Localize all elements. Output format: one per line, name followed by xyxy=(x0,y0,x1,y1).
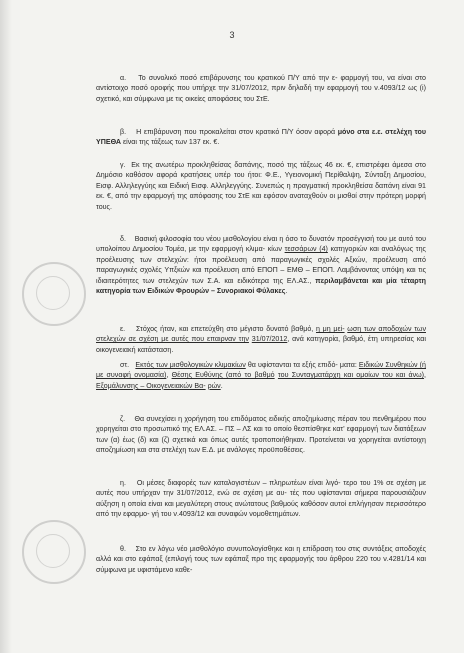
stamp-mark xyxy=(22,262,86,326)
paragraph-text: Οι μέσες διαφορές των καταλογιστέων – πληρωτέων είναι λιγό- xyxy=(136,479,341,487)
paragraph-text: είναι της τάξεως των 137 εκ. €. xyxy=(121,138,220,147)
paragraph-a xyxy=(96,73,426,104)
paragraph-h xyxy=(96,478,426,520)
underlined-text: 31/07/2012 xyxy=(251,335,288,344)
paragraph-text: φαρμογή του, να είναι στο αντίστοιχο ποσό οροφής που υπήρχε την 31/07/2012, xyxy=(96,74,426,93)
underlined-text: ρών xyxy=(207,381,221,390)
paragraph-text: όπως αυτές τροποποιήθηκαν. Προτείνεται να χορηγείται αντίστοιχη αποζημίωση και xyxy=(96,435,426,455)
paragraph-text: θα υφίστανται τα εξής επιδό- xyxy=(245,361,338,369)
paragraph-label: ε. xyxy=(120,325,126,333)
underlined-text: Ειδικών Συνθηκών (ή με συναφή ονομασία) xyxy=(96,361,426,380)
paragraph-label: στ. xyxy=(120,361,130,369)
paragraph-text: στους ανώτατους βαθμούς καθόσον αυτοί επλήγησαν περισσότερο από την εφαρμο- xyxy=(96,499,426,519)
paragraph-text: στα στελέχη των Ε.Δ. με ανάλογες προϋποθέσεις. xyxy=(148,446,305,455)
paragraph-text: Βασική φιλοσοφία του νέου μισθολογίου είναι η όσο το δυνατόν xyxy=(134,235,335,243)
paragraph-text: τερο του 1% σε σχέση με αυτές που υπήρχαν την 31/07/2012, ενώ σε σχέση με αυ- xyxy=(96,479,426,498)
paragraph-text: Θα συνεχίσει η χορήγηση του επιδόματος ειδικής αποζημίωσης xyxy=(134,415,336,423)
paragraph-label: η. xyxy=(120,479,126,487)
paragraph-text: πριν δηλαδή την εφαρμογή του ν.4093/12 ως (i) σχετικό, και σύμφωνα με τις οικείες xyxy=(96,84,426,103)
paragraph-bold-text: περιλαμβάνεται xyxy=(315,276,369,285)
paragraph-label: δ. xyxy=(120,235,126,243)
paragraph-text: προέλευση από παραγωγικές σχολές Αξκών, προέλευση από παραγωγικές σχολές xyxy=(96,255,426,275)
paragraph-text: του στις συντάξεις αποδοχές αλλά και στο εφάπαξ (επιλογή τους των εφάπαξ προ xyxy=(96,545,426,564)
paragraph-text: πέραν του πενθημέρου που χορηγείται στο προσωπικό της ΕΛ.ΑΣ. – ΠΣ – ΛΣ και το xyxy=(96,415,426,434)
underlined-text: η μη μεί- xyxy=(315,325,345,333)
paragraph-text: μορφή τους. xyxy=(96,192,426,211)
paragraph-text: Εκ της ανωτέρω προκληθείσας δαπάνης, ποσό της τάξεως 46 εκ. xyxy=(131,161,345,169)
paragraph-text: τές που υφίστανται σήμερα παρουσιάζουν αύξηση η οποία είναι και μεγαλύτερη xyxy=(96,489,426,508)
paragraph-text: Στόχος ήταν, και επετεύχθη στο μέγιστο δυνατό βαθμό, xyxy=(135,325,316,333)
paragraph-text: Υγειονομική Περίθαλψη, Σύνταξη Δημοσίου, Εισφ. Αλληλεγγύης και Ειδική Εισφ. xyxy=(96,171,426,190)
paragraph-text: γή του ν.4093/12 και συναφών νομοθετημάτων. xyxy=(151,510,301,519)
paragraph-text: εφαρμογή της απόφασης του ΣτΕ και εφόσον αναταχθούν οι μισθοί στην πρότερη xyxy=(143,192,403,201)
paragraph-text: ιδιαιτερότητες των στελεχών των Σ.Α. και ειδικότερα της ΕΛ.ΑΣ., xyxy=(96,276,316,285)
paragraph-text: κίων xyxy=(267,245,285,254)
paragraph-text: , ανά κατηγορία, βαθμό, έτη υπηρεσίας και οικογενειακή κατάσταση. xyxy=(96,335,426,354)
paragraph-text: . xyxy=(285,287,288,296)
paragraph-e xyxy=(96,324,426,355)
underlined-text: Εκτός των μισθολογικών κλιμακίων xyxy=(135,361,246,369)
paragraph-text: Υπξκών και προέλευση από ΕΠΟΠ – ΕΜΘ – ΕΠΟΠ. Λαμβάνοντας υπόψη και τις xyxy=(164,266,427,275)
paragraph-text: κατηγοριών και αναλόγως της προέλευσης των στελεχών: ήτοι xyxy=(96,245,426,264)
paragraph-text: , xyxy=(166,371,172,380)
underlined-text: Εξομάλυνσης – Οικογενειακών Βα- xyxy=(96,381,206,390)
paragraph-label: ζ. xyxy=(120,415,126,423)
paragraph-label: θ. xyxy=(120,545,126,553)
paragraph-d xyxy=(96,234,426,296)
paragraph-text: προσέγγισή του με αυτό του υπολοίπου Δημοσίου Τομέα, με την εφαρμογή κλιμα- xyxy=(96,235,427,254)
paragraph-text: της εφαρμογής του άρθρου 220 του ν.4281/14 και σύμφωνα με υφιστάμενο καθε- xyxy=(96,555,426,574)
page-number: 3 xyxy=(229,30,235,40)
stamp-mark xyxy=(22,520,86,584)
paragraph-text: Το συνολικό ποσό επιβάρυνσης του κρατικού Π/Υ από την ε- xyxy=(138,74,338,82)
paragraph-c xyxy=(96,160,426,212)
paragraph-text: ματα: xyxy=(339,361,359,369)
paragraph-text: Η επιβάρυνση που προκαλείται στον κρατικό Π/Υ όσον αφορά xyxy=(136,128,336,136)
paragraph-text: Αλληλεγγύης. Συνεπώς η πραγματική προκληθείσα δαπάνη είναι 91 εκ. €, από την xyxy=(96,181,426,201)
underlined-text: του Συνταγματάρχη και ομοίων του και άνω) xyxy=(277,371,425,380)
paragraph-i xyxy=(96,544,426,575)
paragraph-text: , xyxy=(424,371,426,380)
underlined-text: τεσσάρων (4) xyxy=(284,245,328,254)
paragraph-f xyxy=(96,360,426,391)
paragraph-text: €, επιστρέφει άμεσα στο Δημόσιο καθόσον αφορά κρατήσεις υπέρ του ήτοι: Φ.Ε., xyxy=(96,161,426,180)
paragraph-label: α. xyxy=(120,74,127,82)
underlined-text: ωση των αποδοχών των στελεχών σε σχέση με αυτές που επαιρναν την xyxy=(96,325,426,344)
underlined-text: Θέσης Ευθύνης (από το βαθμό xyxy=(171,371,275,380)
paragraph-bold-text: και μία τέταρτη κατηγορία των Ειδικών Φρουρών – Συνοριακοί Φύλακες xyxy=(96,276,426,296)
scan-edge-shadow xyxy=(0,0,12,653)
paragraph-text: Στο εν λόγω νέο μισθολόγιο συνυπολογίσθηκε και η επίδραση xyxy=(135,545,333,553)
paragraph-label: γ. xyxy=(120,161,126,169)
paragraph-text: . xyxy=(220,381,223,390)
paragraph-b xyxy=(96,127,426,148)
paragraph-label: β. xyxy=(120,128,127,136)
paragraph-text: οποίο θεσπίσθηκε κατ' εφαρμογή των διατάξεων των (α) έως (δ) και (ζ) σχετικά και xyxy=(96,425,426,444)
paragraph-bold-text: μόνο στα ε.ε. στελέχη του ΥΠΕΘΑ xyxy=(96,128,426,147)
paragraph-g xyxy=(96,414,426,456)
paragraph-text: αποφάσεις του ΣτΕ. xyxy=(207,94,270,103)
